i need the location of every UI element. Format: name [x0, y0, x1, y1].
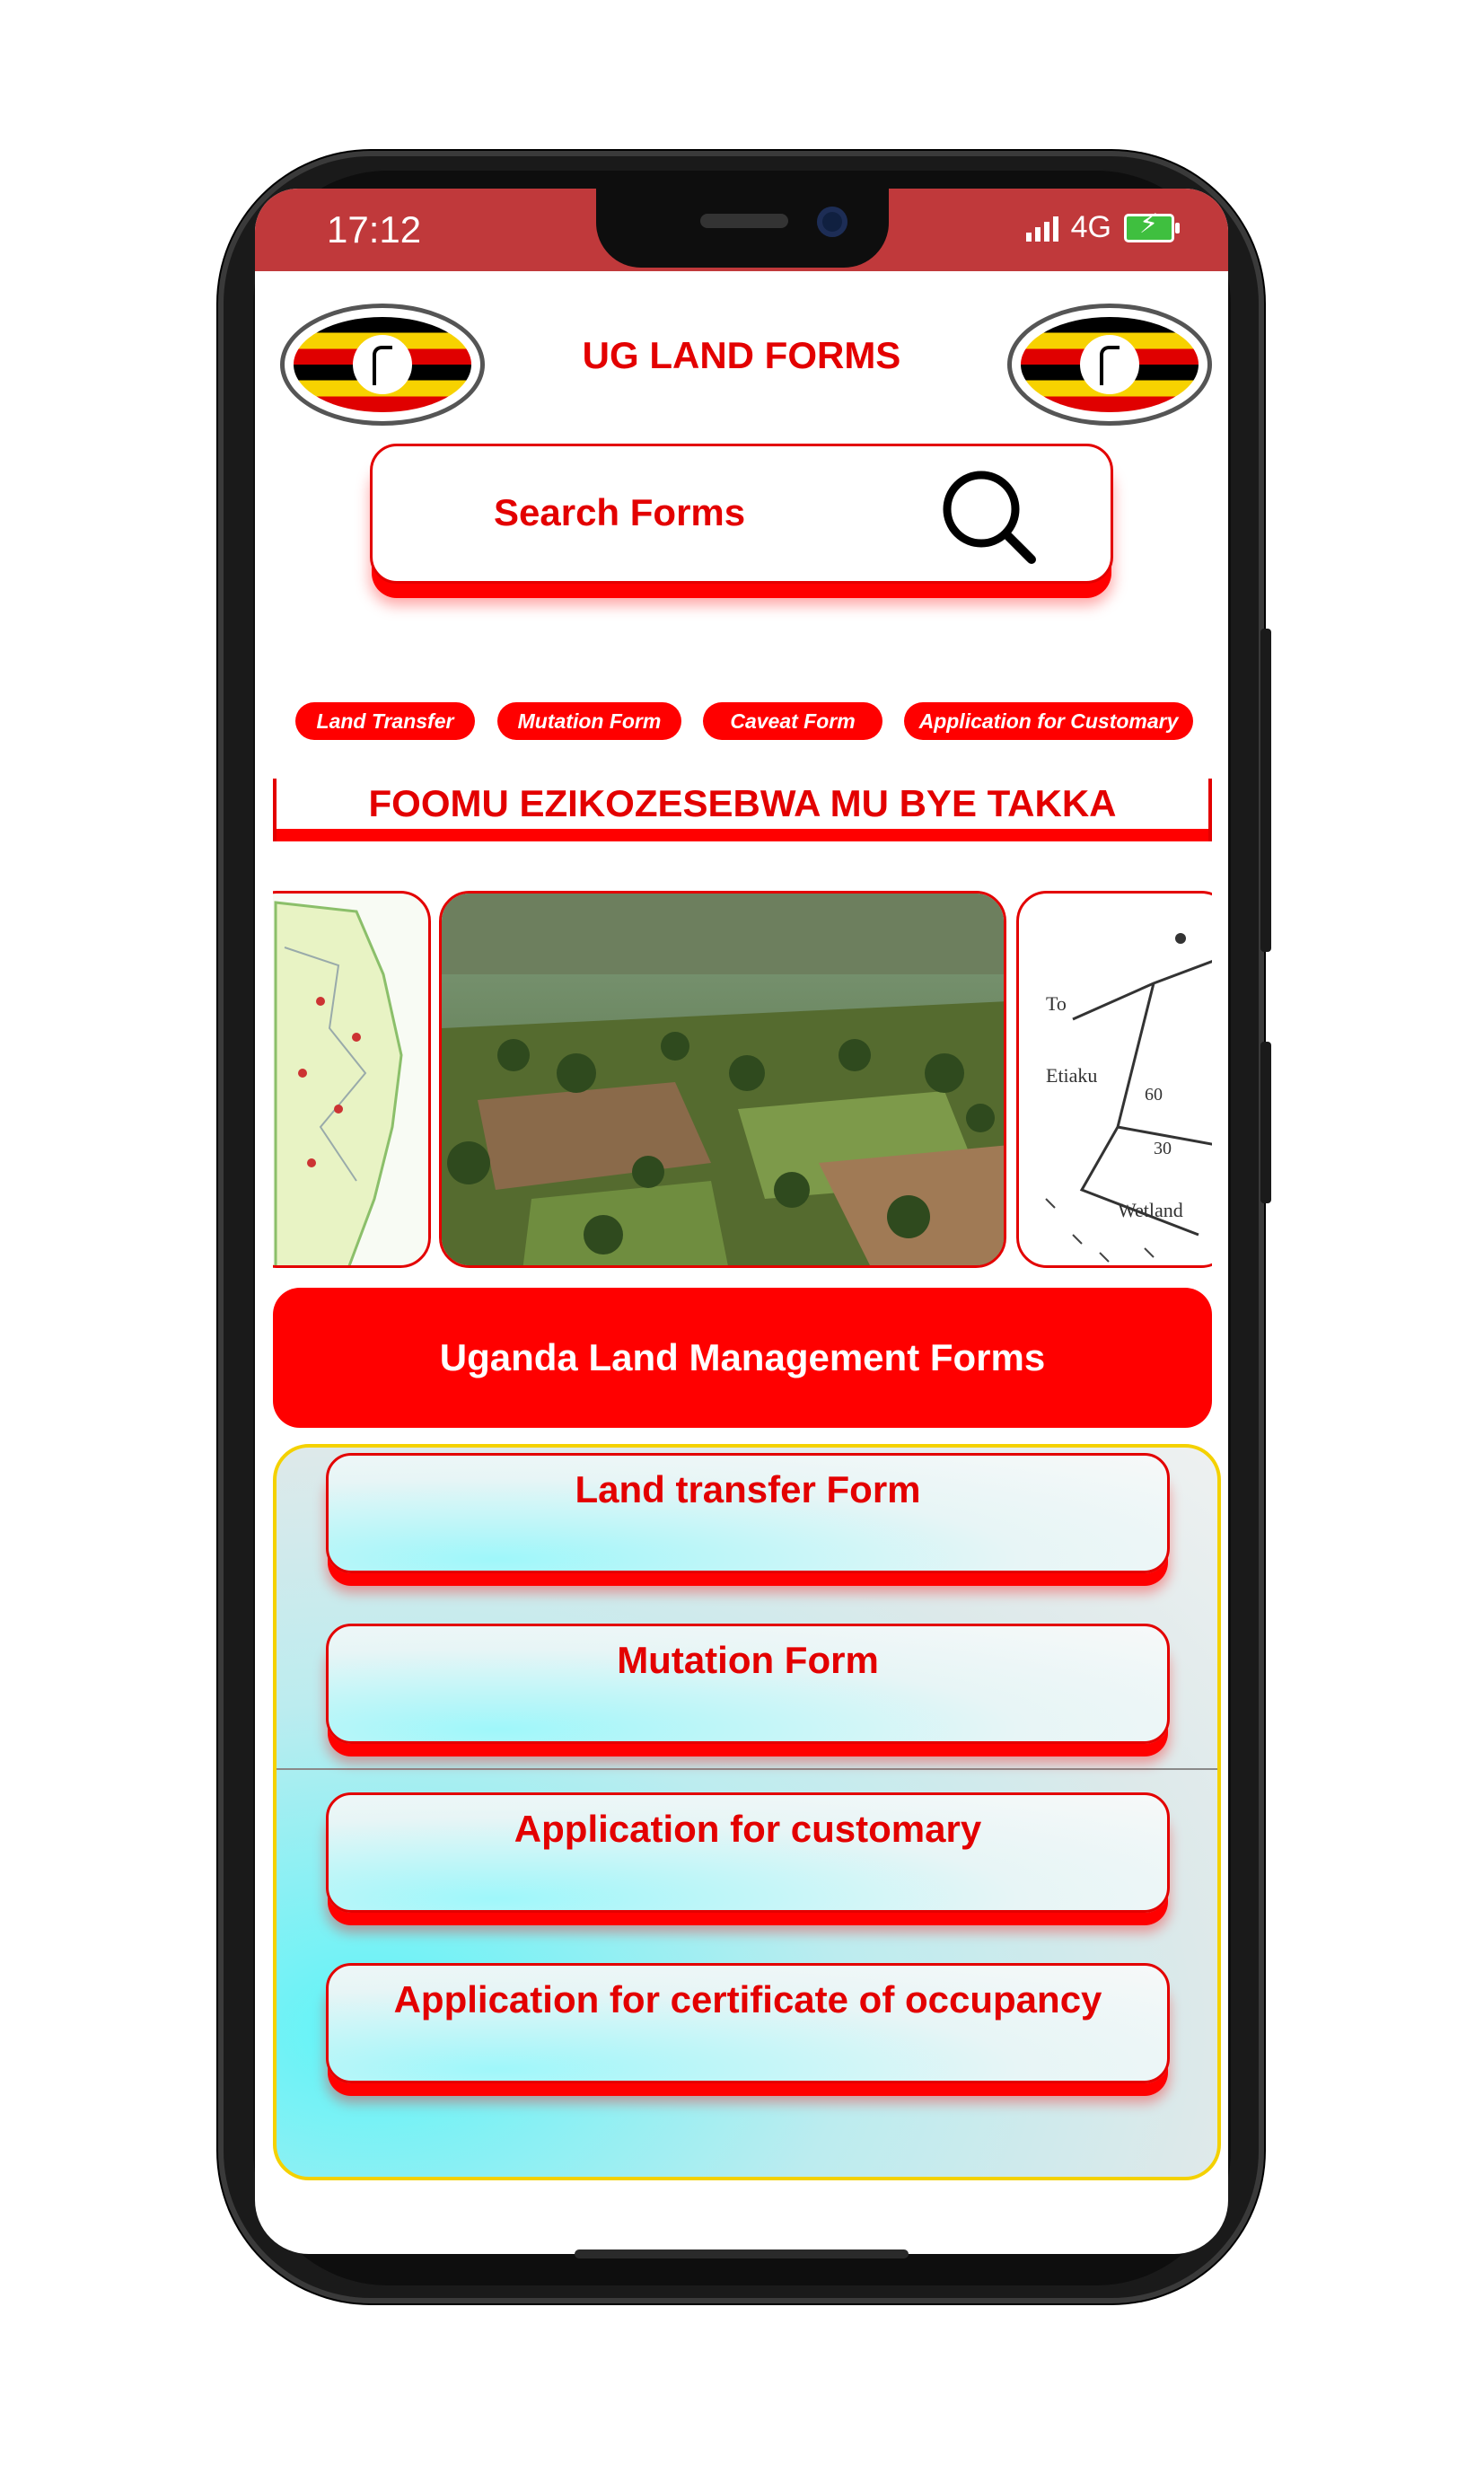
- application-customary-button[interactable]: Application for customary: [326, 1792, 1170, 1913]
- search-forms-button[interactable]: [370, 444, 1113, 584]
- survey-sketch-image[interactable]: [1016, 891, 1212, 1268]
- certificate-occupancy-button[interactable]: Application for certificate of occupancy: [326, 1963, 1170, 2083]
- section-title: FOOMU EZIKOZESEBWA MU BYE TAKKA: [368, 782, 1117, 824]
- mutation-form-button[interactable]: Mutation Form: [326, 1624, 1170, 1744]
- search-icon[interactable]: [938, 466, 1037, 565]
- status-indicators: [1026, 210, 1174, 245]
- power-button: [1260, 1042, 1271, 1203]
- forms-panel: [273, 1444, 1221, 2180]
- chip-caveat-form[interactable]: Caveat Form: [703, 702, 882, 740]
- status-time: 17:12: [327, 208, 422, 251]
- quick-links: [295, 702, 1193, 740]
- panel-divider: [277, 1768, 1217, 1770]
- app-title: UG LAND FORMS: [582, 334, 901, 376]
- volume-button: [1260, 629, 1271, 952]
- signal-icon: [1026, 215, 1058, 242]
- search-label: Search Forms: [494, 491, 746, 533]
- landscape-photo[interactable]: [439, 891, 1006, 1268]
- earpiece-speaker: [700, 214, 788, 228]
- crested-crane-icon: [1080, 335, 1139, 394]
- camera-notch: [596, 189, 889, 268]
- svg-text:Wetland: Wetland: [1118, 1199, 1183, 1221]
- svg-text:60: 60: [1145, 1085, 1163, 1105]
- uganda-flag-icon: [1007, 304, 1212, 426]
- network-label: 4G: [1070, 210, 1111, 244]
- section-heading: [273, 779, 1212, 841]
- land-transfer-form-button[interactable]: Land transfer Form: [326, 1453, 1170, 1573]
- front-camera-icon: [817, 207, 847, 237]
- svg-text:30: 30: [1154, 1139, 1172, 1158]
- chip-mutation-form[interactable]: Mutation Form: [497, 702, 681, 740]
- land-management-banner: Uganda Land Management Forms: [273, 1288, 1212, 1428]
- svg-text:To: To: [1046, 992, 1067, 1015]
- home-indicator[interactable]: [575, 2249, 909, 2258]
- battery-icon: ⚡: [1124, 214, 1174, 242]
- svg-text:Etiaku: Etiaku: [1046, 1064, 1098, 1087]
- image-carousel[interactable]: [273, 891, 1212, 1270]
- section-underline: [277, 829, 1208, 841]
- phone-screen: [255, 189, 1228, 2254]
- chip-land-transfer[interactable]: Land Transfer: [295, 702, 475, 740]
- chip-application-customary[interactable]: Application for Customary: [904, 702, 1193, 740]
- map-image[interactable]: [273, 891, 431, 1268]
- app-content: [255, 271, 1228, 2254]
